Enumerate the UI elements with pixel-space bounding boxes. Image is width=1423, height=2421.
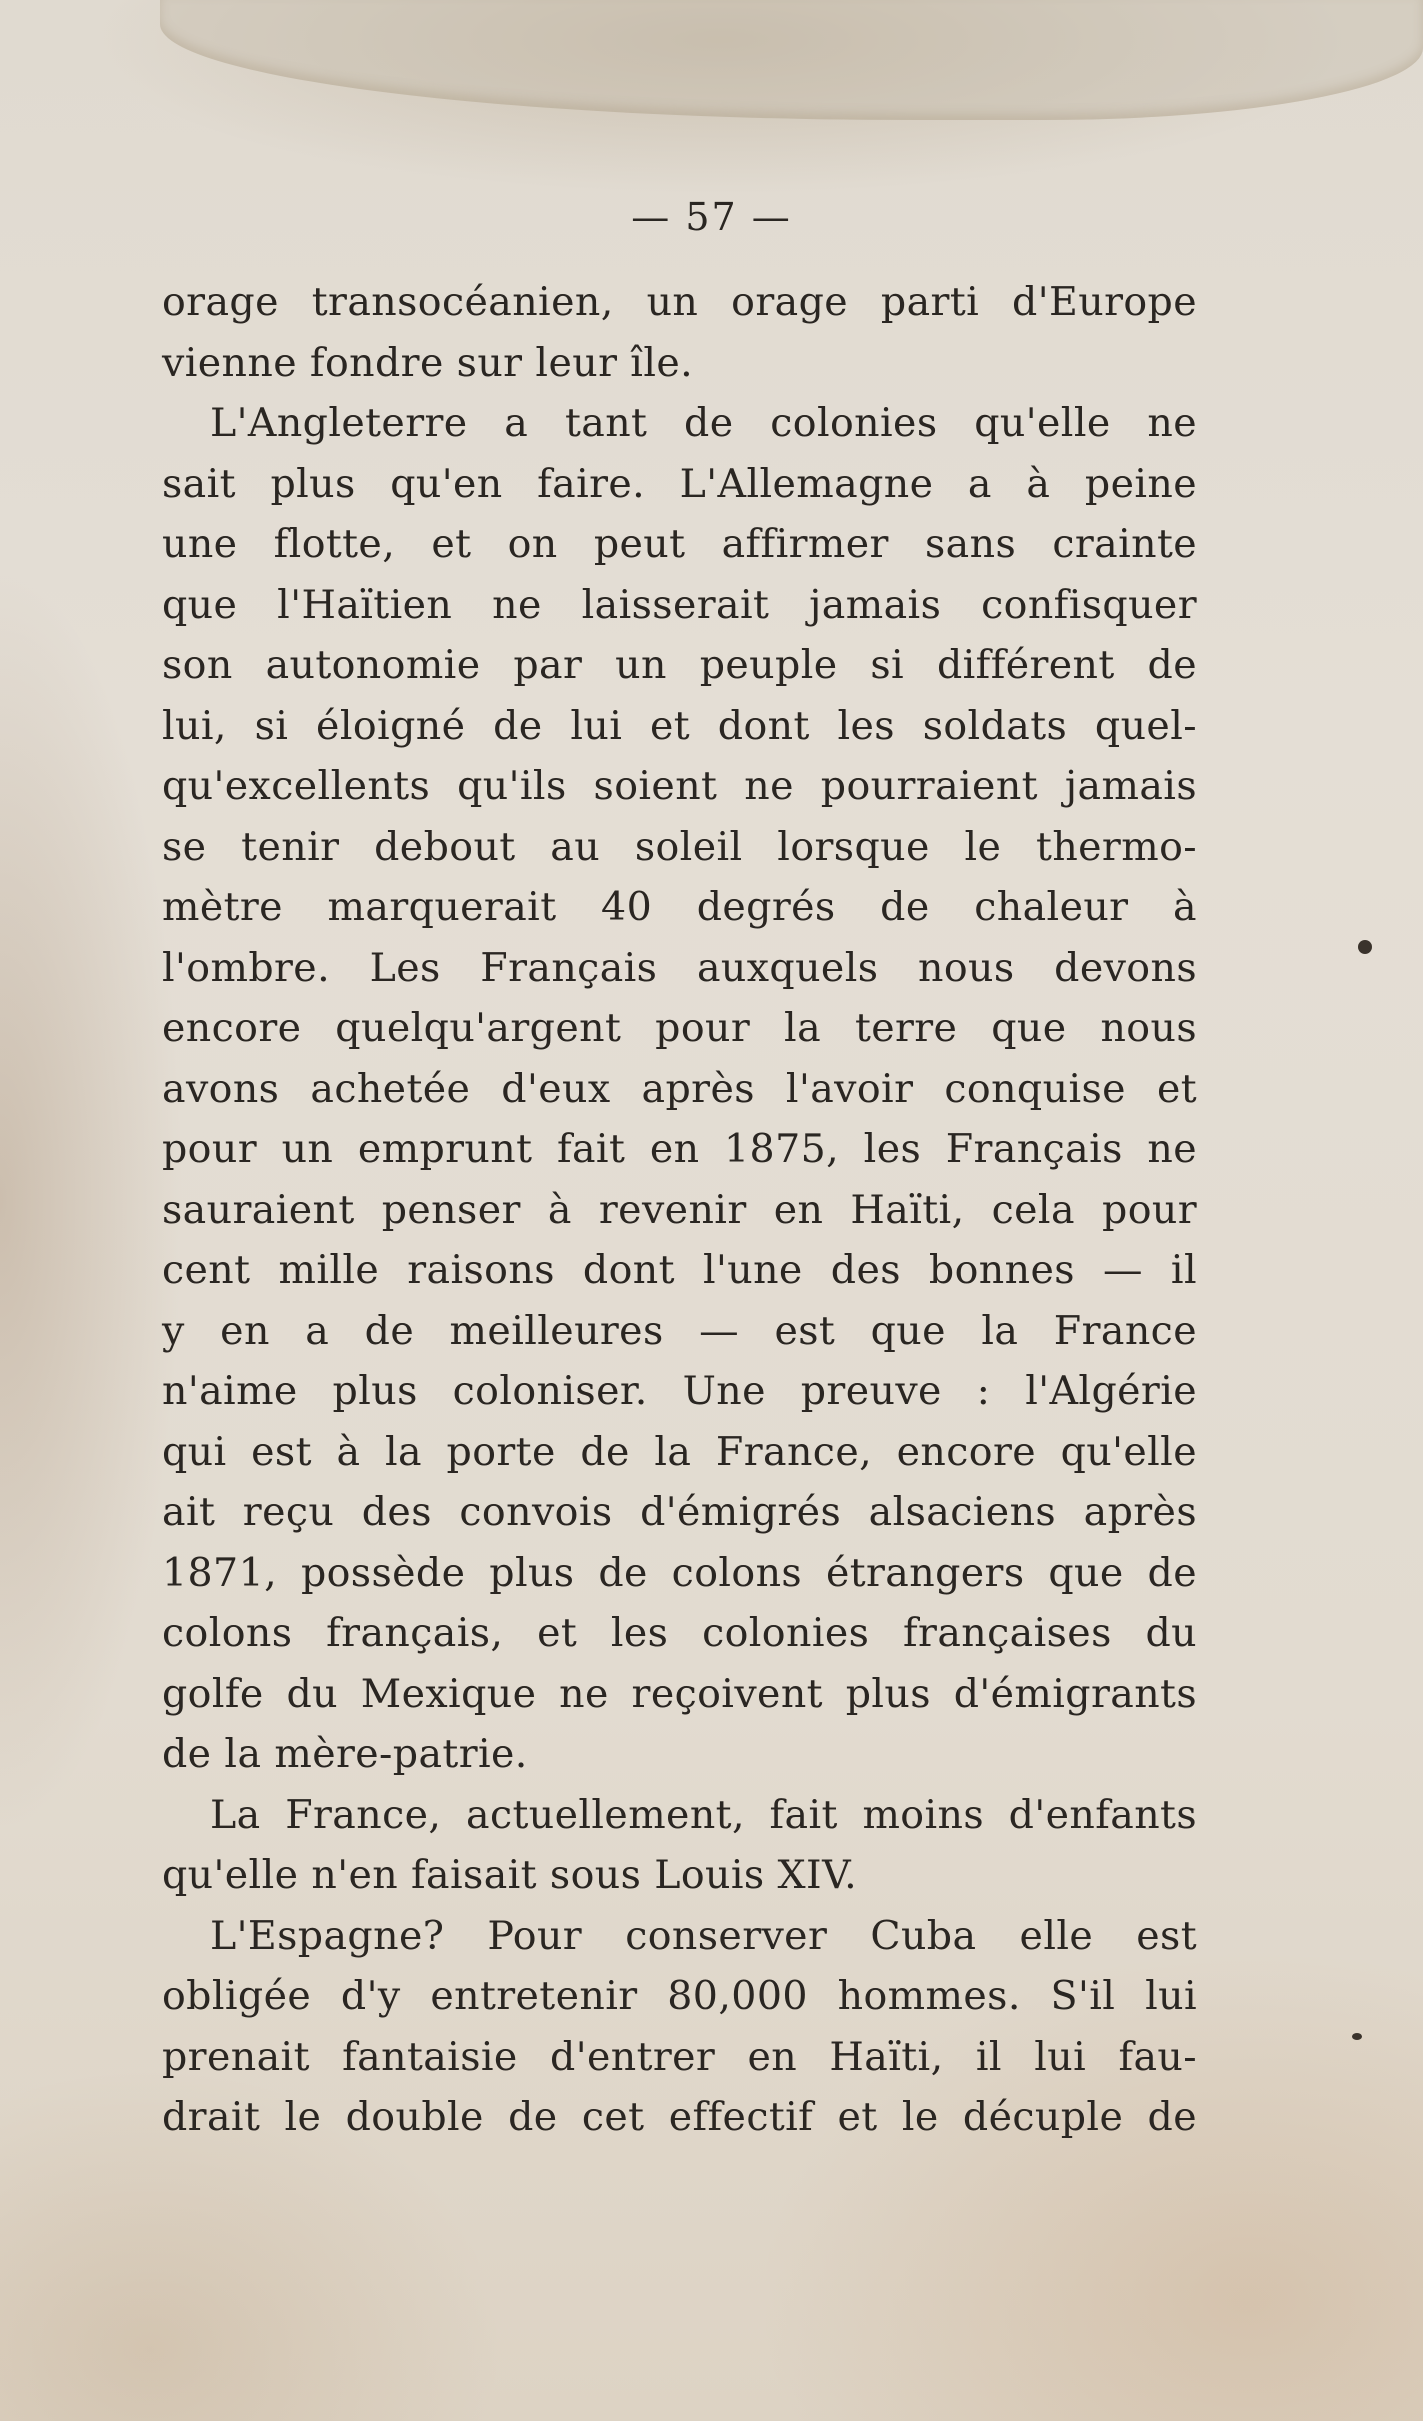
body-text bbox=[162, 272, 1197, 2148]
ink-speck bbox=[1358, 940, 1372, 954]
text-line: son autonomie par un peuple si différent de bbox=[162, 642, 1197, 688]
text-line: y en a de meilleures — est que la France bbox=[162, 1307, 1197, 1354]
page-number: — 57 — bbox=[631, 195, 792, 239]
text-line: vienne fondre sur leur île. bbox=[162, 339, 694, 386]
text-line: une flotte, et on peut affirmer sans crainte bbox=[162, 521, 1197, 567]
text-line: colons français, et les colonies françaises du bbox=[162, 1610, 1197, 1656]
text-line: prenait fantaisie d'entrer en Haïti, il lui fau- bbox=[162, 2033, 1197, 2080]
text-line: drait le double de cet effectif et le décuple de bbox=[162, 2094, 1197, 2140]
text-line: n'aime plus coloniser. Une preuve : l'Algérie bbox=[162, 1368, 1197, 1414]
text-line: ait reçu des convois d'émigrés alsaciens après bbox=[162, 1489, 1197, 1535]
text-line: qui est à la porte de la France, encore qu'elle bbox=[162, 1428, 1197, 1475]
text-line: qu'excellents qu'ils soient ne pourraient jamais bbox=[162, 763, 1197, 809]
text-line: lui, si éloigné de lui et dont les soldats quel- bbox=[162, 702, 1197, 749]
ink-speck bbox=[1352, 2033, 1362, 2040]
text-line: mètre marquerait 40 degrés de chaleur à bbox=[162, 884, 1197, 930]
text-line: obligée d'y entretenir 80,000 hommes. S'il lui bbox=[162, 1973, 1197, 2019]
text-line: cent mille raisons dont l'une des bonnes — il bbox=[162, 1247, 1197, 1293]
text-line: orage transocéanien, un orage parti d'Europe bbox=[162, 279, 1197, 325]
text-line: l'ombre. Les Français auxquels nous devons bbox=[162, 944, 1197, 991]
text-line: 1871, possède plus de colons étrangers que de bbox=[162, 1549, 1197, 1596]
text-line: de la mère-patrie. bbox=[162, 1731, 528, 1777]
text-line: sait plus qu'en faire. L'Allemagne a à peine bbox=[162, 460, 1197, 507]
text-line: sauraient penser à revenir en Haïti, cela pour bbox=[162, 1186, 1197, 1233]
text-line: golfe du Mexique ne reçoivent plus d'émigrants bbox=[162, 1670, 1197, 1717]
text-line: se tenir debout au soleil lorsque le thermo- bbox=[162, 823, 1197, 870]
text-line: L'Espagne? Pour conserver Cuba elle est bbox=[210, 1912, 1197, 1959]
water-stain bbox=[160, 0, 1423, 120]
text-line: pour un emprunt fait en 1875, les Français ne bbox=[162, 1126, 1197, 1172]
text-line: qu'elle n'en faisait sous Louis XIV. bbox=[162, 1852, 858, 1898]
text-line: encore quelqu'argent pour la terre que nous bbox=[162, 1005, 1197, 1051]
text-line: avons achetée d'eux après l'avoir conquise et bbox=[162, 1065, 1197, 1112]
text-line: La France, actuellement, fait moins d'enfants bbox=[210, 1791, 1197, 1838]
text-line: que l'Haïtien ne laisserait jamais confisquer bbox=[162, 581, 1197, 628]
text-line: L'Angleterre a tant de colonies qu'elle ne bbox=[210, 400, 1197, 446]
